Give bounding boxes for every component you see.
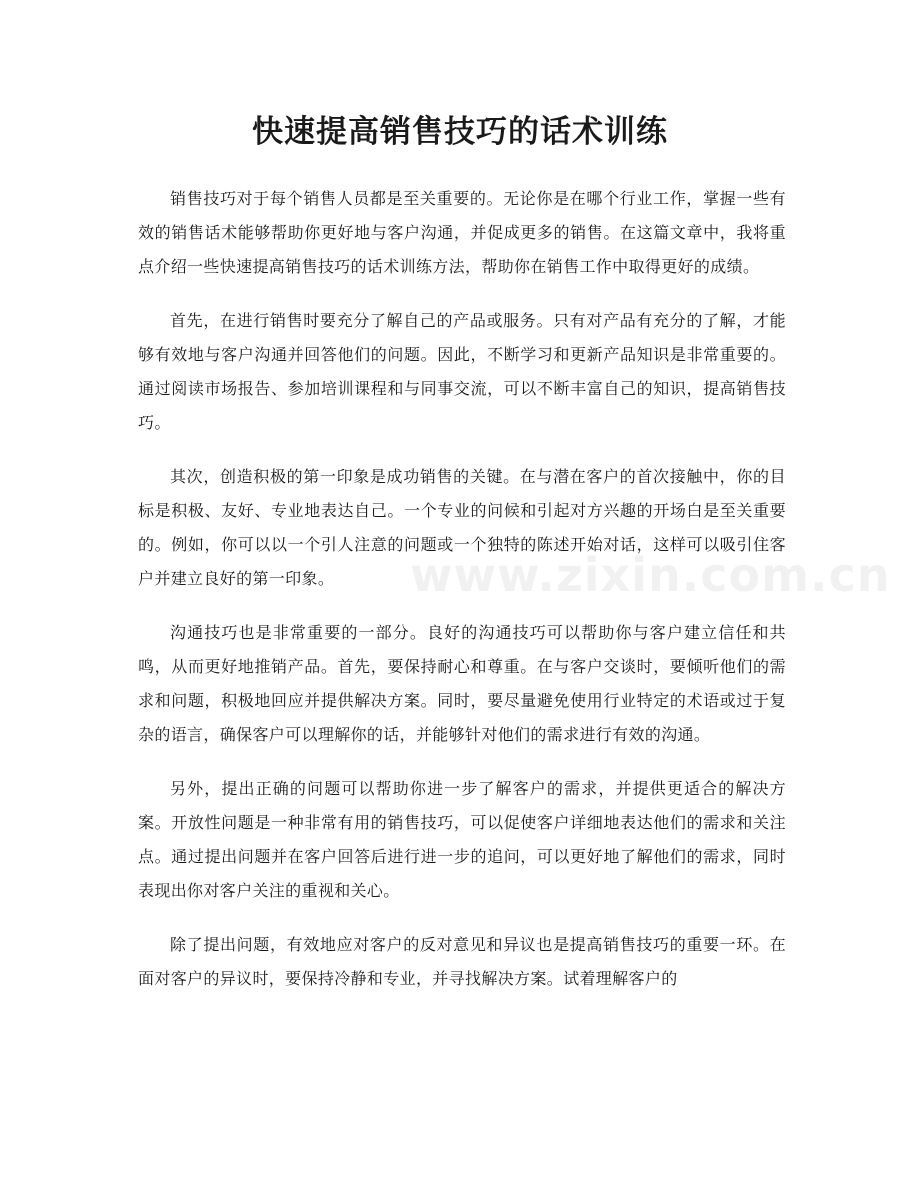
paragraph-3: 其次，创造积极的第一印象是成功销售的关键。在与潜在客户的首次接触中，你的目标是积极、友好、专业地表达自己。一个专业的问候和引起对方兴趣的开场白是至关重要的。例如，你可以以一个引人注意的问题或一个独特的陈述开始对话，这样可以吸引住客户并建立良好的第一印象。 [138, 467, 786, 588]
document-body [138, 182, 786, 1016]
paragraph-6: 除了提出问题，有效地应对客户的反对意见和异议也是提高销售技巧的重要一环。在面对客户的异议时，要保持冷静和专业，并寻找解决方案。试着理解客户的 [138, 935, 786, 988]
watermark: www.zixin.com.cn [410, 548, 891, 602]
paragraph-2: 首先，在进行销售时要充分了解自己的产品或服务。只有对产品有充分的了解，才能够有效地与客户沟通并回答他们的问题。因此，不断学习和更新产品知识是非常重要的。通过阅读市场报告、参加培训课程和与同事交流，可以不断丰富自己的知识，提高销售技巧。 [138, 311, 786, 432]
paragraph-5: 另外，提出正确的问题可以帮助你进一步了解客户的需求，并提供更适合的解决方案。开放性问题是一种非常有用的销售技巧，可以促使客户详细地表达他们的需求和关注点。通过提出问题并在客户回答后进行进一步的追问，可以更好地了解他们的需求，同时表现出你对客户关注的重视和关心。 [138, 779, 786, 900]
paragraph-4: 沟通技巧也是非常重要的一部分。良好的沟通技巧可以帮助你与客户建立信任和共鸣，从而更好地推销产品。首先，要保持耐心和尊重。在与客户交谈时，要倾听他们的需求和问题，积极地回应并提供解决方案。同时，要尽量避免使用行业特定的术语或过于复杂的语言，确保客户可以理解你的话，并能够针对他们的需求进行有效的沟通。 [138, 623, 786, 744]
document-title: 快速提高销售技巧的话术训练 [252, 114, 668, 150]
paragraph-1: 销售技巧对于每个销售人员都是至关重要的。无论你是在哪个行业工作，掌握一些有效的销售话术能够帮助你更好地与客户沟通，并促成更多的销售。在这篇文章中，我将重点介绍一些快速提高销售技巧的话术训练方法，帮助你在销售工作中取得更好的成绩。 [138, 189, 786, 276]
